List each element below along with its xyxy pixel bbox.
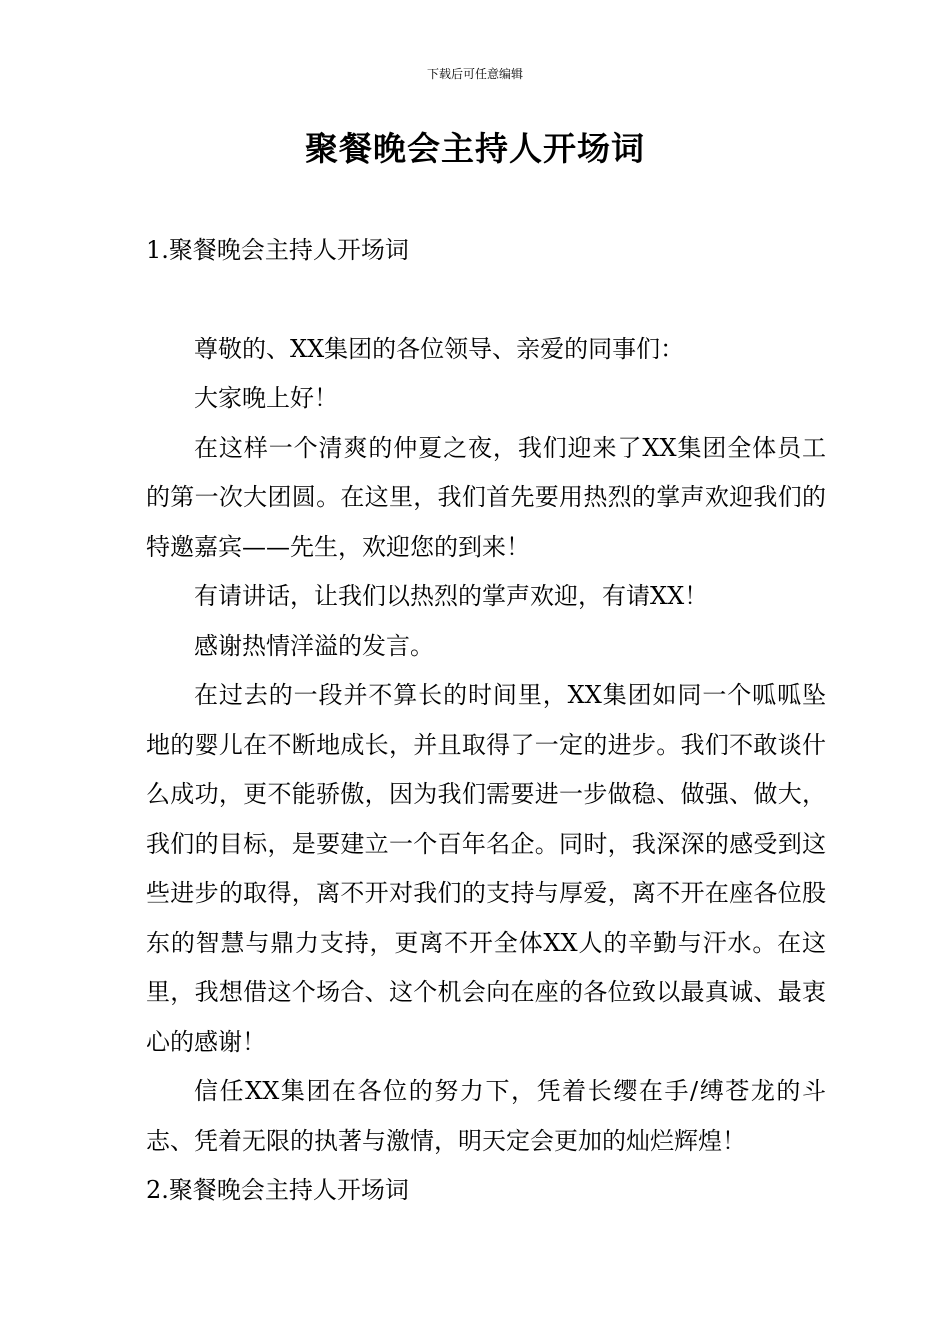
document-body [146,226,826,1216]
section-heading-2: 2.聚餐晚会主持人开场词 [146,1176,409,1204]
paragraph-good-evening: 大家晚上好！ [194,384,338,412]
document-title: 聚餐晚会主持人开场词 [305,129,645,168]
paragraph-future-outlook: 信任XX集团在各位的努力下，凭着长缨在手/缚苍龙的斗志、凭着无限的执著与激情，明天定会更加的灿烂辉煌！ [146,1077,826,1155]
section-heading-1: 1.聚餐晚会主持人开场词 [146,236,409,264]
paragraph-greeting: 尊敬的、XX集团的各位领导、亲爱的同事们： [194,334,685,363]
paragraph-review-growth: 在过去的一段并不算长的时间里，XX集团如同一个呱呱坠地的婴儿在不断地成长，并且取得了一定的进步。我们不敢谈什么成功，更不能骄傲，因为我们需要进一步做稳、做强、做大，我们的目标，是要建立一个百年名企。同时，我深深的感受到这些进步的取得，离不开对我们的支持与厚爱，离不开在座各位股东的智慧与鼎力支持，更离不开全体XX人的辛勤与汗水。在这里，我想借这个场合、这个机会向在座的各位致以最真诚、最衷心的感谢！ [146,681,826,1056]
paragraph-welcome-guest: 在这样一个清爽的仲夏之夜，我们迎来了XX集团全体员工的第一次大团圆。在这里，我们首先要用热烈的掌声欢迎我们的特邀嘉宾——先生，欢迎您的到来！ [146,433,826,561]
paragraph-invite-speech: 有请讲话，让我们以热烈的掌声欢迎，有请XX！ [194,582,709,610]
page-header-note: 下载后可任意编辑 [426,67,523,81]
paragraph-thanks-speech: 感谢热情洋溢的发言。 [194,631,434,660]
